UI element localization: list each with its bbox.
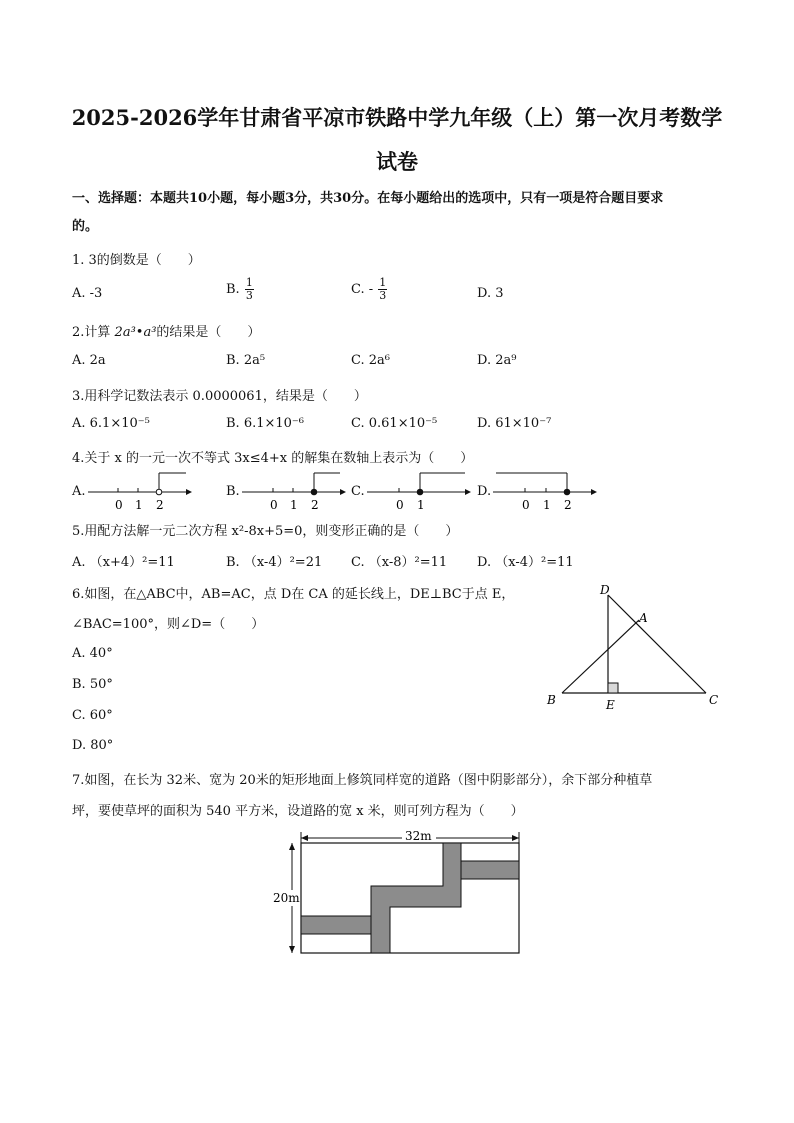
q4-a-tick-1: 1 bbox=[135, 498, 143, 512]
q3-option-c: C. 0.61×10⁻⁵ bbox=[351, 416, 438, 431]
q2-option-c: C. 2a⁶ bbox=[351, 353, 390, 368]
q1-option-b-fraction bbox=[245, 277, 254, 302]
q6-label-b: B bbox=[547, 693, 556, 707]
q7-road-figure bbox=[262, 822, 532, 962]
q1-option-c bbox=[351, 277, 388, 302]
q4-option-b-label: B. bbox=[226, 484, 240, 499]
q3-option-b: B. 6.1×10⁻⁶ bbox=[226, 416, 304, 431]
q6-option-b: B. 50° bbox=[72, 677, 113, 692]
q7-horizontal-road-right bbox=[461, 861, 519, 879]
title-line2: 试卷 bbox=[376, 149, 418, 174]
q6-triangle-figure bbox=[540, 580, 730, 715]
q6-label-e: E bbox=[606, 698, 615, 712]
q7-horizontal-road-left bbox=[301, 916, 371, 934]
q3-option-d: D. 61×10⁻⁷ bbox=[477, 416, 552, 431]
q6-segment-dc bbox=[608, 595, 706, 693]
q6-segment-ba bbox=[562, 620, 639, 693]
q5-option-c: C. （x-8）²=11 bbox=[351, 555, 448, 570]
q4-c-tick-0: 0 bbox=[396, 498, 404, 512]
q6-label-a: A bbox=[639, 611, 648, 625]
q7-height-label: 20m bbox=[273, 891, 300, 905]
q1-b-denominator: 3 bbox=[245, 289, 253, 302]
q4-stem: 4.关于 x 的一元一次不等式 3x≤4+x 的解集在数轴上表示为（ ） bbox=[72, 451, 474, 466]
q4-d-tick-0: 0 bbox=[522, 498, 530, 512]
q7-stem-line2: 坪，要使草坪的面积为 540 平方米，设道路的宽 x 米，则可列方程为（ ） bbox=[72, 804, 524, 819]
q1-option-d: D. 3 bbox=[477, 286, 504, 301]
q4-d-tick-1: 1 bbox=[543, 498, 551, 512]
q6-label-c: C bbox=[709, 693, 719, 707]
q4-option-a-label: A. bbox=[72, 484, 86, 499]
q4-b-tick-1: 1 bbox=[290, 498, 298, 512]
q1-option-c-fraction bbox=[378, 277, 387, 302]
q2-stem-expr: 2a³•a³ bbox=[114, 325, 157, 340]
q6-option-a: A. 40° bbox=[72, 646, 113, 661]
q5-option-a: A. （x+4）²=11 bbox=[72, 555, 175, 570]
q1-option-c-prefix: C. - bbox=[351, 282, 374, 297]
q1-option-a: A. -3 bbox=[72, 286, 103, 301]
title-line1: 2025-2026学年甘肃省平凉市铁路中学九年级（上）第一次月考数学 bbox=[71, 105, 723, 130]
q7-stem-line1: 7.如图，在长为 32米、宽为 20米的矩形地面上修筑同样宽的道路（图中阴影部分），余下部分种植草 bbox=[72, 773, 653, 788]
q4-a-tick-0: 0 bbox=[115, 498, 123, 512]
q1-stem: 1. 3的倒数是（ ） bbox=[72, 253, 201, 268]
q5-stem: 5.用配方法解一元二次方程 x²-8x+5=0，则变形正确的是（ ） bbox=[72, 524, 459, 539]
q2-option-b: B. 2a⁵ bbox=[226, 353, 266, 368]
q4-d-tick-2: 2 bbox=[564, 498, 572, 512]
q2-stem-post: 的结果是（ ） bbox=[156, 325, 261, 340]
q6-option-d: D. 80° bbox=[72, 738, 114, 753]
q3-stem: 3.用科学记数法表示 0.0000061，结果是（ ） bbox=[72, 389, 367, 404]
q1-c-numerator: 1 bbox=[379, 276, 387, 289]
q1-option-b-prefix: B. bbox=[226, 282, 240, 297]
section-heading-line2: 的。 bbox=[72, 219, 99, 234]
q4-b-tick-0: 0 bbox=[270, 498, 278, 512]
q3-option-a: A. 6.1×10⁻⁵ bbox=[72, 416, 150, 431]
q7-width-label: 32m bbox=[405, 829, 432, 843]
q2-stem bbox=[72, 321, 260, 340]
q4-number-line-a bbox=[86, 468, 196, 514]
q2-stem-pre: 2.计算 bbox=[72, 325, 115, 340]
q4-option-c-label: C. bbox=[351, 484, 365, 499]
q5-option-b: B. （x-4）²=21 bbox=[226, 555, 323, 570]
q6-stem-line1: 6.如图，在△ABC中，AB=AC，点 D在 CA 的延长线上，DE⊥BC于点 E， bbox=[72, 587, 515, 602]
q6-label-d: D bbox=[600, 583, 610, 597]
q4-number-line-c bbox=[365, 468, 475, 514]
q4-a-tick-2: 2 bbox=[156, 498, 164, 512]
q1-c-denominator: 3 bbox=[379, 289, 387, 302]
q4-c-tick-1: 1 bbox=[417, 498, 425, 512]
q6-stem-line2: ∠BAC=100°，则∠D=（ ） bbox=[72, 617, 265, 632]
q2-option-a: A. 2a bbox=[72, 353, 106, 368]
q4-number-line-d bbox=[491, 468, 601, 514]
q4-number-line-b bbox=[240, 468, 350, 514]
q4-option-d-label: D. bbox=[477, 484, 492, 499]
q5-option-d: D. （x-4）²=11 bbox=[477, 555, 574, 570]
q1-option-b bbox=[226, 277, 255, 302]
section-heading-line1: 一、选择题：本题共10小题，每小题3分，共30分。在每小题给出的选项中，只有一项是符合题目要求 bbox=[72, 191, 664, 206]
q1-b-numerator: 1 bbox=[245, 276, 253, 289]
q4-b-tick-2: 2 bbox=[311, 498, 319, 512]
q6-option-c: C. 60° bbox=[72, 708, 113, 723]
q6-right-angle-mark bbox=[608, 683, 618, 693]
q2-option-d: D. 2a⁹ bbox=[477, 353, 517, 368]
